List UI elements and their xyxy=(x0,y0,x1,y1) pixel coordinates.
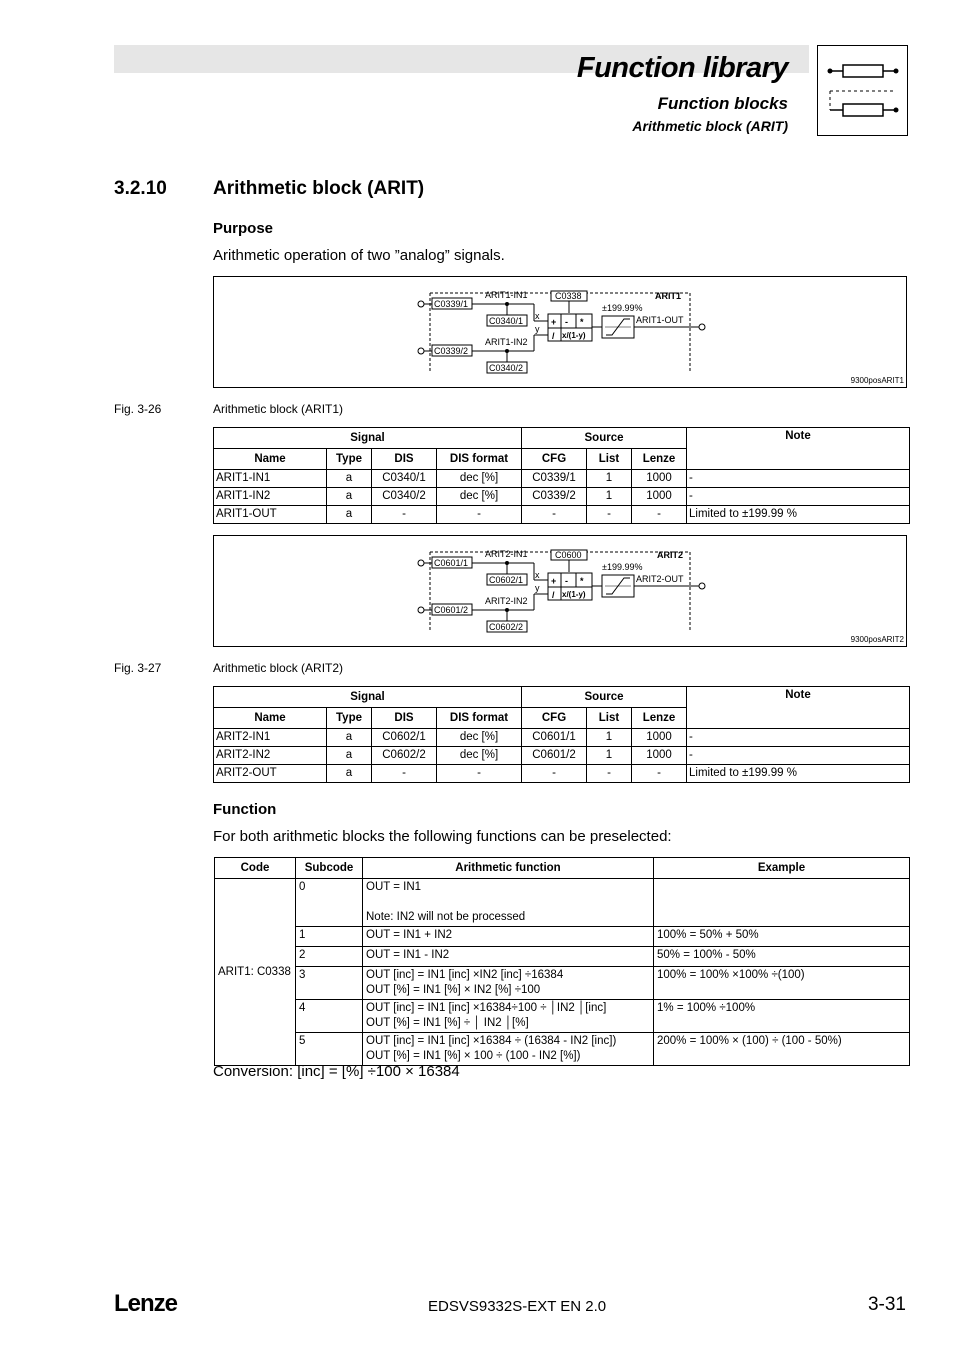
table-row: 4 OUT [inc] = IN1 [inc] ×16384÷100 ÷ │IN2 │[inc] OUT [%] = IN1 [%] ÷ │ IN2 │[%] 1% = 100% ÷100% xyxy=(215,1000,910,1033)
function-text: For both arithmetic blocks the following functions can be preselected: xyxy=(213,828,672,845)
arit2-ref: 9300posARIT2 xyxy=(850,635,904,644)
arit2-code: C0600 xyxy=(555,550,582,560)
diagram-arit2 xyxy=(213,535,907,647)
arit1-in2: ARIT1-IN2 xyxy=(485,337,528,347)
svg-text:*: * xyxy=(580,317,584,327)
fig2-number: Fig. 3-27 xyxy=(114,661,162,675)
signal-table-arit1: Signal Source Note Name Type DIS DIS format CFG List Lenze ARIT1-IN1 a C0340/1 dec [%] C0339/1 1 1000 - ARIT1-IN2 a C0340/2 dec [%] C0339/2 1 1000 - ARIT1-OUT a - - - - - Limited to ±199.99 % xyxy=(213,427,910,524)
arit2-dis1: C0602/1 xyxy=(489,575,524,585)
arit1-in1: ARIT1-IN1 xyxy=(485,290,528,300)
arit2-out: ARIT2-OUT xyxy=(636,574,684,584)
arit1-dis1: C0340/1 xyxy=(489,316,524,326)
arit2-in2: ARIT2-IN2 xyxy=(485,596,528,606)
table-row: ARIT2-IN1 a C0602/1 dec [%] C0601/1 1 1000 - xyxy=(214,729,910,747)
table-row: ARIT2-OUT a - - - - - Limited to ±199.99 % xyxy=(214,765,910,783)
document-code: EDSVS9332S-EXT EN 2.0 xyxy=(428,1298,607,1315)
table-row: 2 OUT = IN1 - IN2 50% = 100% - 50% xyxy=(215,947,910,967)
code-cell: ARIT1: C0338 xyxy=(215,879,296,1066)
arit2-limit: ±199.99% xyxy=(602,562,643,572)
svg-text:+: + xyxy=(551,576,557,586)
arit1-ref: 9300posARIT1 xyxy=(850,376,904,385)
function-table: Code Subcode Arithmetic function Example ARIT1: C0338 0 OUT = IN1 Note: IN2 will not be processed 1 OUT = IN1 + IN2 100% = 50% + 50% 2 OUT = IN1 - IN2 50% = 100% - 50% 3 OUT [inc] = IN1 [inc] ×IN2 [inc] ÷16384 OUT [%] = IN1 [%] × IN2 [%] ÷100 100% = 100% ×100% ÷(100) 4 OUT [inc] = IN1 [inc] ×16384÷100 ÷ │IN2 │[inc] OUT [%] = IN1 [%] ÷ │ IN2 │[%] 1% = 100% ÷100% 5 OUT [inc] = IN1 [inc] ×16384 ÷ (16384 - IN2 [inc]) OUT [%] = IN1 [%] × 100 ÷ (100 - IN2 [%]) 200% = 100% × (100) ÷ (100 - 50%) xyxy=(214,857,910,1066)
page-title: Function library xyxy=(576,52,788,84)
table-row: ARIT2-IN2 a C0602/2 dec [%] C0601/2 1 1000 - xyxy=(214,747,910,765)
svg-text:/: / xyxy=(552,590,555,600)
svg-text:x/(1-y): x/(1-y) xyxy=(562,590,586,599)
section-number: 3.2.10 xyxy=(114,178,167,199)
table-row: ARIT1-OUT a - - - - - Limited to ±199.99 % xyxy=(214,506,910,524)
arit2-block-name: ARIT2 xyxy=(657,550,684,560)
function-blocks-icon xyxy=(817,45,908,136)
purpose-text: Arithmetic operation of two ”analog” signals. xyxy=(213,247,505,264)
arit1-x: x xyxy=(535,311,540,321)
arit1-cfg1: C0339/1 xyxy=(434,299,469,309)
purpose-heading: Purpose xyxy=(213,220,274,237)
function-heading: Function xyxy=(213,801,277,818)
table-row: 1 OUT = IN1 + IN2 100% = 50% + 50% xyxy=(215,927,910,947)
page-number: 3-31 xyxy=(867,1294,906,1315)
svg-text:+: + xyxy=(551,317,557,327)
svg-text:-: - xyxy=(565,317,568,327)
fig1-caption: Arithmetic block (ARIT1) xyxy=(213,402,344,416)
arit1-code: C0338 xyxy=(555,291,582,301)
arit1-y: y xyxy=(535,324,540,334)
arit2-cfg1: C0601/1 xyxy=(434,558,469,568)
arit1-cfg2: C0339/2 xyxy=(434,346,469,356)
table-row: ARIT1-IN1 a C0340/1 dec [%] C0339/1 1 1000 - xyxy=(214,470,910,488)
signal-table-arit2: Signal Source Note Name Type DIS DIS format CFG List Lenze ARIT2-IN1 a C0602/1 dec [%] C0601/1 1 1000 - ARIT2-IN2 a C0602/2 dec [%] C0601/2 1 1000 - ARIT2-OUT a - - - - - Limited to ±199.99 % xyxy=(213,686,910,783)
page-subsubtitle: Arithmetic block (ARIT) xyxy=(632,118,788,134)
table-row: ARIT1: C0338 0 OUT = IN1 Note: IN2 will not be processed xyxy=(215,879,910,927)
conversion-text: Conversion: [inc] = [%] ÷100 × 16384 xyxy=(213,1063,460,1080)
svg-text:/: / xyxy=(552,331,555,341)
arit1-dis2: C0340/2 xyxy=(489,363,524,373)
arit2-cfg2: C0601/2 xyxy=(434,605,469,615)
arit1-limit: ±199.99% xyxy=(602,303,643,313)
arit2-x: x xyxy=(535,570,540,580)
arit2-dis2: C0602/2 xyxy=(489,622,524,632)
fig2-caption: Arithmetic block (ARIT2) xyxy=(213,661,344,675)
arit2-in1: ARIT2-IN1 xyxy=(485,549,528,559)
table-row: 5 OUT [inc] = IN1 [inc] ×16384 ÷ (16384 - IN2 [inc]) OUT [%] = IN1 [%] × 100 ÷ (100 - IN2 [%]) 200% = 100% × (100) ÷ (100 - 50%) xyxy=(215,1033,910,1066)
page-subtitle: Function blocks xyxy=(657,94,788,113)
fig1-number: Fig. 3-26 xyxy=(114,402,162,416)
section-title: Arithmetic block (ARIT) xyxy=(213,178,425,199)
diagram-arit1 xyxy=(213,276,907,388)
table-row: ARIT1-IN2 a C0340/2 dec [%] C0339/2 1 1000 - xyxy=(214,488,910,506)
svg-text:-: - xyxy=(565,576,568,586)
arit1-out: ARIT1-OUT xyxy=(636,315,684,325)
lenze-logo: Lenze xyxy=(114,1290,178,1317)
arit2-y: y xyxy=(535,583,540,593)
arit1-block-name: ARIT1 xyxy=(655,291,682,301)
svg-text:*: * xyxy=(580,576,584,586)
svg-text:x/(1-y): x/(1-y) xyxy=(562,331,586,340)
table-row: 3 OUT [inc] = IN1 [inc] ×IN2 [inc] ÷16384 OUT [%] = IN1 [%] × IN2 [%] ÷100 100% = 100% ×100% ÷(100) xyxy=(215,967,910,1000)
